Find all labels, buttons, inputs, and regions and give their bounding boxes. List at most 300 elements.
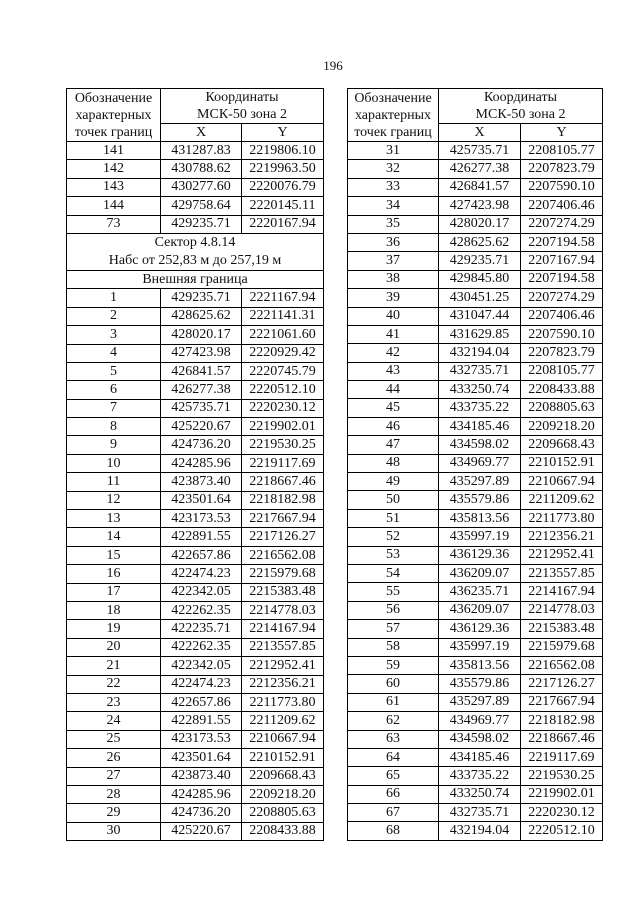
header-row: [348, 89, 603, 124]
point-id-cell: 8: [67, 418, 161, 436]
point-header-line: точек границ: [354, 124, 432, 140]
point-id-cell: 4: [67, 344, 161, 362]
point-id-cell: 60: [348, 675, 439, 693]
coordinates-header: [161, 89, 324, 124]
y-coordinate-cell: 2215979.68: [242, 565, 324, 583]
point-id-cell: 41: [348, 325, 439, 343]
point-id-cell: 46: [348, 417, 439, 435]
y-coordinate-cell: 2211773.80: [521, 509, 603, 527]
point-id-cell: 30: [67, 822, 161, 840]
y-coordinate-cell: 2215383.48: [242, 583, 324, 601]
y-coordinate-cell: 2213557.85: [242, 638, 324, 656]
y-coordinate-cell: 2216562.08: [521, 656, 603, 674]
point-id-cell: 54: [348, 564, 439, 582]
y-coordinate-cell: 2217126.27: [242, 528, 324, 546]
x-coordinate-cell: 429758.64: [161, 197, 242, 215]
y-coordinate-cell: 2219902.01: [521, 785, 603, 803]
table-row: [67, 454, 324, 472]
x-coordinate-cell: 422342.05: [161, 583, 242, 601]
point-column-header: [348, 89, 439, 142]
table-row: [67, 693, 324, 711]
y-coordinate-cell: 2221141.31: [242, 307, 324, 325]
table-row: [348, 601, 603, 619]
table-row: [67, 620, 324, 638]
coordinates-title: Координаты: [205, 90, 279, 105]
y-coordinate-cell: 2212952.41: [242, 657, 324, 675]
table-row: [348, 748, 603, 766]
x-coordinate-cell: 429235.71: [161, 289, 242, 307]
point-id-cell: 73: [67, 215, 161, 233]
header-row: [67, 89, 324, 124]
table-row: [67, 767, 324, 785]
table-row: [348, 344, 603, 362]
table-row: [348, 564, 603, 582]
x-coordinate-cell: 436235.71: [439, 583, 521, 601]
point-id-cell: 6: [67, 381, 161, 399]
point-header-line: характерных: [75, 107, 152, 123]
coordinate-system: МСК-50 зона 2: [475, 107, 566, 122]
y-coordinate-cell: 2217126.27: [521, 675, 603, 693]
table-row: [348, 270, 603, 288]
point-id-cell: 36: [348, 233, 439, 251]
table-row: [348, 233, 603, 251]
coordinates-header: [439, 89, 603, 124]
table-row: [348, 804, 603, 822]
y-column-header: Y: [242, 124, 324, 142]
y-coordinate-cell: 2207274.29: [521, 215, 603, 233]
x-coordinate-cell: 426841.57: [439, 178, 521, 196]
x-coordinate-cell: 423501.64: [161, 491, 242, 509]
table-row: [67, 399, 324, 417]
table-row: [348, 656, 603, 674]
table-row: [348, 197, 603, 215]
x-coordinate-cell: 423173.53: [161, 730, 242, 748]
x-coordinate-cell: 425735.71: [161, 399, 242, 417]
point-id-cell: 58: [348, 638, 439, 656]
table-row: [348, 142, 603, 160]
point-id-cell: 28: [67, 785, 161, 803]
point-header-line: точек границ: [74, 124, 153, 140]
x-coordinate-cell: 423501.64: [161, 749, 242, 767]
x-column-header: X: [161, 124, 242, 142]
x-coordinate-cell: 432735.71: [439, 804, 521, 822]
table-row: [67, 215, 324, 233]
point-id-cell: 33: [348, 178, 439, 196]
y-coordinate-cell: 2220929.42: [242, 344, 324, 362]
table-row: [67, 344, 324, 362]
y-coordinate-cell: 2210152.91: [521, 454, 603, 472]
point-id-cell: 142: [67, 160, 161, 178]
x-coordinate-cell: 434598.02: [439, 436, 521, 454]
table-row: [67, 326, 324, 344]
x-coordinate-cell: 436209.07: [439, 564, 521, 582]
y-coordinate-cell: 2220230.12: [521, 804, 603, 822]
y-coordinate-cell: 2208805.63: [242, 804, 324, 822]
y-coordinate-cell: 2207194.58: [521, 233, 603, 251]
point-id-cell: 50: [348, 491, 439, 509]
right-coordinates-table: [347, 88, 603, 841]
y-coordinate-cell: 2217667.94: [242, 510, 324, 528]
x-coordinate-cell: 435813.56: [439, 509, 521, 527]
y-coordinate-cell: 2210667.94: [242, 730, 324, 748]
y-coordinate-cell: 2219530.25: [521, 767, 603, 785]
table-row: [348, 178, 603, 196]
x-coordinate-cell: 429845.80: [439, 270, 521, 288]
y-coordinate-cell: 2207590.10: [521, 325, 603, 343]
x-coordinate-cell: 422262.35: [161, 638, 242, 656]
y-coordinate-cell: 2207406.46: [521, 197, 603, 215]
y-coordinate-cell: 2221061.60: [242, 326, 324, 344]
sector-height-range: Набс от 252,83 м до 257,19 м: [108, 252, 282, 268]
point-id-cell: 51: [348, 509, 439, 527]
x-coordinate-cell: 431629.85: [439, 325, 521, 343]
y-coordinate-cell: 2220076.79: [242, 178, 324, 196]
x-coordinate-cell: 426277.38: [439, 160, 521, 178]
x-coordinate-cell: 427423.98: [161, 344, 242, 362]
table-row: [67, 785, 324, 803]
point-id-cell: 141: [67, 142, 161, 160]
point-id-cell: 56: [348, 601, 439, 619]
y-coordinate-cell: 2216562.08: [242, 546, 324, 564]
x-coordinate-cell: 433735.22: [439, 767, 521, 785]
point-column-header: [67, 89, 161, 142]
x-coordinate-cell: 435579.86: [439, 491, 521, 509]
point-id-cell: 29: [67, 804, 161, 822]
point-id-cell: 25: [67, 730, 161, 748]
table-row: [348, 325, 603, 343]
boundary-row: [67, 270, 324, 288]
x-coordinate-cell: 436129.36: [439, 546, 521, 564]
point-id-cell: 10: [67, 454, 161, 472]
table-row: [348, 767, 603, 785]
point-header-line: характерных: [354, 107, 432, 123]
x-coordinate-cell: 436209.07: [439, 601, 521, 619]
table-row: [67, 142, 324, 160]
point-id-cell: 59: [348, 656, 439, 674]
table-row: [67, 712, 324, 730]
y-coordinate-cell: 2210152.91: [242, 749, 324, 767]
table-row: [348, 583, 603, 601]
point-id-cell: 143: [67, 178, 161, 196]
table-row: [348, 473, 603, 491]
y-coordinate-cell: 2221167.94: [242, 289, 324, 307]
table-row: [67, 362, 324, 380]
x-coordinate-cell: 432194.04: [439, 344, 521, 362]
point-id-cell: 7: [67, 399, 161, 417]
table-row: [67, 381, 324, 399]
point-header-line: Обозначение: [74, 90, 153, 106]
x-coordinate-cell: 433250.74: [439, 785, 521, 803]
y-coordinate-cell: 2215979.68: [521, 638, 603, 656]
x-coordinate-cell: 433250.74: [439, 381, 521, 399]
y-coordinate-cell: 2211209.62: [521, 491, 603, 509]
y-coordinate-cell: 2214778.03: [242, 601, 324, 619]
table-row: [348, 822, 603, 840]
y-coordinate-cell: 2219530.25: [242, 436, 324, 454]
x-coordinate-cell: 431047.44: [439, 307, 521, 325]
x-coordinate-cell: 429235.71: [439, 252, 521, 270]
x-coordinate-cell: 432735.71: [439, 362, 521, 380]
y-coordinate-cell: 2208805.63: [521, 399, 603, 417]
point-id-cell: 42: [348, 344, 439, 362]
table-row: [348, 546, 603, 564]
y-coordinate-cell: 2207167.94: [521, 252, 603, 270]
table-row: [348, 509, 603, 527]
x-coordinate-cell: 422474.23: [161, 675, 242, 693]
point-id-cell: 37: [348, 252, 439, 270]
table-row: [348, 381, 603, 399]
table-row: [348, 417, 603, 435]
point-id-cell: 45: [348, 399, 439, 417]
x-coordinate-cell: 434185.46: [439, 417, 521, 435]
table-row: [348, 730, 603, 748]
table-row: [67, 473, 324, 491]
table-row: [67, 418, 324, 436]
table-row: [67, 307, 324, 325]
x-coordinate-cell: 433735.22: [439, 399, 521, 417]
x-coordinate-cell: 432194.04: [439, 822, 521, 840]
point-id-cell: 31: [348, 142, 439, 160]
table-row: [67, 657, 324, 675]
y-coordinate-cell: 2220230.12: [242, 399, 324, 417]
y-coordinate-cell: 2209218.20: [521, 417, 603, 435]
x-coordinate-cell: 434969.77: [439, 712, 521, 730]
point-id-cell: 26: [67, 749, 161, 767]
table-row: [348, 307, 603, 325]
x-coordinate-cell: 426277.38: [161, 381, 242, 399]
point-id-cell: 66: [348, 785, 439, 803]
point-id-cell: 16: [67, 565, 161, 583]
point-id-cell: 63: [348, 730, 439, 748]
x-coordinate-cell: 426841.57: [161, 362, 242, 380]
y-coordinate-cell: 2213557.85: [521, 564, 603, 582]
table-row: [67, 638, 324, 656]
table-row: [348, 289, 603, 307]
y-coordinate-cell: 2212952.41: [521, 546, 603, 564]
point-id-cell: 57: [348, 620, 439, 638]
x-coordinate-cell: 428625.62: [161, 307, 242, 325]
y-coordinate-cell: 2215383.48: [521, 620, 603, 638]
point-id-cell: 22: [67, 675, 161, 693]
point-id-cell: 19: [67, 620, 161, 638]
y-coordinate-cell: 2218182.98: [242, 491, 324, 509]
table-row: [67, 675, 324, 693]
point-id-cell: 11: [67, 473, 161, 491]
y-coordinate-cell: 2207823.79: [521, 344, 603, 362]
point-id-cell: 65: [348, 767, 439, 785]
point-id-cell: 20: [67, 638, 161, 656]
point-id-cell: 49: [348, 473, 439, 491]
y-coordinate-cell: 2219902.01: [242, 418, 324, 436]
point-id-cell: 9: [67, 436, 161, 454]
table-row: [67, 583, 324, 601]
y-coordinate-cell: 2219806.10: [242, 142, 324, 160]
boundary-row-cell: [67, 270, 324, 288]
table-row: [67, 822, 324, 840]
x-column-header: X: [439, 124, 521, 142]
point-id-cell: 23: [67, 693, 161, 711]
y-coordinate-cell: 2214167.94: [242, 620, 324, 638]
x-coordinate-cell: 430277.60: [161, 178, 242, 196]
x-coordinate-cell: 422891.55: [161, 528, 242, 546]
x-coordinate-cell: 428020.17: [439, 215, 521, 233]
x-coordinate-cell: 425220.67: [161, 822, 242, 840]
y-coordinate-cell: 2209668.43: [521, 436, 603, 454]
y-coordinate-cell: 2209668.43: [242, 767, 324, 785]
table-row: [348, 620, 603, 638]
x-coordinate-cell: 425220.67: [161, 418, 242, 436]
point-id-cell: 40: [348, 307, 439, 325]
sector-row-cell: [67, 233, 324, 270]
x-coordinate-cell: 429235.71: [161, 215, 242, 233]
point-id-cell: 21: [67, 657, 161, 675]
y-coordinate-cell: 2209218.20: [242, 785, 324, 803]
y-coordinate-cell: 2214167.94: [521, 583, 603, 601]
y-coordinate-cell: 2212356.21: [242, 675, 324, 693]
y-coordinate-cell: 2220167.94: [242, 215, 324, 233]
point-id-cell: 12: [67, 491, 161, 509]
x-coordinate-cell: 427423.98: [439, 197, 521, 215]
y-coordinate-cell: 2207274.29: [521, 289, 603, 307]
point-id-cell: 27: [67, 767, 161, 785]
x-coordinate-cell: 422474.23: [161, 565, 242, 583]
y-coordinate-cell: 2220745.79: [242, 362, 324, 380]
point-id-cell: 24: [67, 712, 161, 730]
table-row: [348, 252, 603, 270]
table-row: [348, 215, 603, 233]
table-row: [348, 675, 603, 693]
x-coordinate-cell: 430451.25: [439, 289, 521, 307]
table-row: [67, 491, 324, 509]
y-coordinate-cell: 2220145.11: [242, 197, 324, 215]
point-id-cell: 44: [348, 381, 439, 399]
x-coordinate-cell: 422657.86: [161, 546, 242, 564]
point-id-cell: 17: [67, 583, 161, 601]
left-table-body: [67, 142, 324, 841]
x-coordinate-cell: 435579.86: [439, 675, 521, 693]
table-row: [348, 638, 603, 656]
y-coordinate-cell: 2208433.88: [242, 822, 324, 840]
point-id-cell: 32: [348, 160, 439, 178]
x-coordinate-cell: 422891.55: [161, 712, 242, 730]
y-coordinate-cell: 2211209.62: [242, 712, 324, 730]
point-id-cell: 48: [348, 454, 439, 472]
point-id-cell: 61: [348, 693, 439, 711]
y-coordinate-cell: 2208105.77: [521, 362, 603, 380]
y-coordinate-cell: 2217667.94: [521, 693, 603, 711]
point-id-cell: 39: [348, 289, 439, 307]
table-row: [348, 712, 603, 730]
table-row: [67, 178, 324, 196]
x-coordinate-cell: 422657.86: [161, 693, 242, 711]
x-coordinate-cell: 435997.19: [439, 528, 521, 546]
point-id-cell: 13: [67, 510, 161, 528]
y-coordinate-cell: 2210667.94: [521, 473, 603, 491]
x-coordinate-cell: 436129.36: [439, 620, 521, 638]
table-row: [348, 528, 603, 546]
point-id-cell: 5: [67, 362, 161, 380]
page-number: 196: [323, 58, 343, 73]
point-id-cell: 144: [67, 197, 161, 215]
table-row: [67, 730, 324, 748]
x-coordinate-cell: 424736.20: [161, 436, 242, 454]
y-coordinate-cell: 2218182.98: [521, 712, 603, 730]
y-coordinate-cell: 2218667.46: [521, 730, 603, 748]
point-id-cell: 1: [67, 289, 161, 307]
x-coordinate-cell: 434969.77: [439, 454, 521, 472]
table-row: [67, 565, 324, 583]
point-id-cell: 67: [348, 804, 439, 822]
boundary-label: Внешняя граница: [142, 271, 248, 287]
x-coordinate-cell: 435297.89: [439, 473, 521, 491]
x-coordinate-cell: 428625.62: [439, 233, 521, 251]
table-row: [348, 436, 603, 454]
point-id-cell: 2: [67, 307, 161, 325]
table-row: [67, 601, 324, 619]
x-coordinate-cell: 434598.02: [439, 730, 521, 748]
sector-title: Сектор 4.8.14: [154, 234, 236, 250]
point-id-cell: 47: [348, 436, 439, 454]
y-coordinate-cell: 2207406.46: [521, 307, 603, 325]
table-row: [67, 289, 324, 307]
y-coordinate-cell: 2219117.69: [242, 454, 324, 472]
x-coordinate-cell: 435297.89: [439, 693, 521, 711]
point-id-cell: 52: [348, 528, 439, 546]
y-coordinate-cell: 2207590.10: [521, 178, 603, 196]
point-id-cell: 15: [67, 546, 161, 564]
x-coordinate-cell: 423873.40: [161, 473, 242, 491]
point-id-cell: 34: [348, 197, 439, 215]
coordinate-system: МСК-50 зона 2: [197, 107, 287, 122]
table-row: [348, 693, 603, 711]
y-coordinate-cell: 2219117.69: [521, 748, 603, 766]
y-coordinate-cell: 2211773.80: [242, 693, 324, 711]
point-id-cell: 55: [348, 583, 439, 601]
left-coordinates-table: [66, 88, 324, 841]
table-row: [67, 546, 324, 564]
x-coordinate-cell: 423873.40: [161, 767, 242, 785]
point-id-cell: 35: [348, 215, 439, 233]
table-row: [67, 510, 324, 528]
x-coordinate-cell: 422342.05: [161, 657, 242, 675]
point-id-cell: 43: [348, 362, 439, 380]
x-coordinate-cell: 422235.71: [161, 620, 242, 638]
y-coordinate-cell: 2207194.58: [521, 270, 603, 288]
x-coordinate-cell: 430788.62: [161, 160, 242, 178]
point-id-cell: 62: [348, 712, 439, 730]
x-coordinate-cell: 424285.96: [161, 785, 242, 803]
y-column-header: Y: [521, 124, 603, 142]
point-id-cell: 3: [67, 326, 161, 344]
y-coordinate-cell: 2220512.10: [242, 381, 324, 399]
point-id-cell: 38: [348, 270, 439, 288]
x-coordinate-cell: 428020.17: [161, 326, 242, 344]
table-row: [348, 362, 603, 380]
x-coordinate-cell: 423173.53: [161, 510, 242, 528]
table-row: [348, 399, 603, 417]
x-coordinate-cell: 425735.71: [439, 142, 521, 160]
x-coordinate-cell: 434185.46: [439, 748, 521, 766]
x-coordinate-cell: 435997.19: [439, 638, 521, 656]
table-row: [67, 160, 324, 178]
x-coordinate-cell: 431287.83: [161, 142, 242, 160]
point-id-cell: 53: [348, 546, 439, 564]
table-row: [348, 454, 603, 472]
table-row: [67, 528, 324, 546]
y-coordinate-cell: 2208433.88: [521, 381, 603, 399]
table-row: [67, 197, 324, 215]
right-table-body: [348, 142, 603, 841]
